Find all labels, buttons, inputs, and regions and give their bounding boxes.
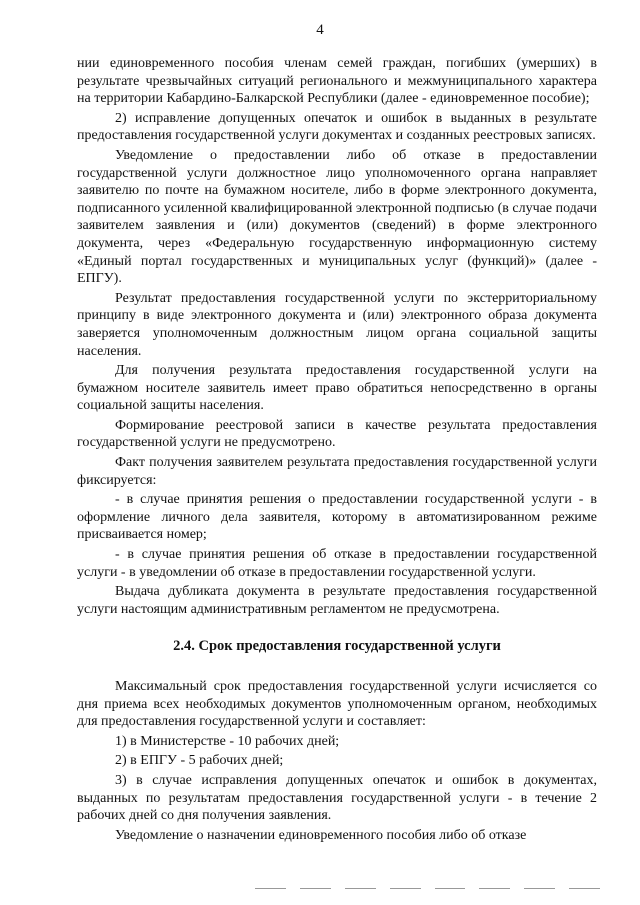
page-number: 4 [316, 22, 324, 38]
footer-scan-artifact [255, 888, 600, 892]
paragraph: Уведомление о назначении единовременного пособия либо об отказе [115, 827, 527, 843]
paragraph: 2) в ЕПГУ - 5 рабочих дней; [115, 753, 284, 769]
text-block-top [77, 55, 597, 618]
paragraph: Выдача дубликата документа в результате предоставления государственной услуги настоящим административным регламентом не предусмотрена. [77, 584, 597, 617]
paragraph: Формирование реестровой записи в качестве результата предоставления государственной услуги не предусмотрено. [77, 417, 597, 451]
paragraph: - в случае принятия решения о предоставлении государственной услуги - в оформление личного дела заявителя, которому в автоматизированном режиме присваивается номер; [77, 492, 597, 543]
paragraph: Факт получения заявителем результата предоставления государственной услуги фиксируется: [77, 455, 597, 488]
paragraph: Для получения результата предоставления государственной услуги на бумажном носителе заявитель имеет право обратиться непосредственно в органы социальной защиты населения. [77, 363, 597, 414]
document-body [77, 55, 597, 844]
section-heading: 2.4. Срок предоставления государственной услуги [173, 638, 501, 655]
paragraph: 2) исправление допущенных опечаток и ошибок в выданных в результате предоставления государственной услуги документах и созданных реестровых записях. [77, 110, 597, 144]
paragraph: 1) в Министерстве - 10 рабочих дней; [115, 733, 340, 749]
paragraph: Максимальный срок предоставления государственной услуги исчисляется со дня приема всех необходимых документов уполномоченным органом, необходимых для предоставления государственной услуги и составляет: [77, 679, 597, 730]
text-block-bottom [77, 678, 597, 844]
paragraph: Результат предоставления государственной услуги по экстерриториальному принципу в виде электронного документа и (или) электронного образа документа заверяется уполномоченным должностным лицом органа социальной защиты населения. [77, 290, 597, 359]
paragraph: 3) в случае исправления допущенных опечаток и ошибок в документах, выданных по результатам предоставления государственной услуги - в течение 2 рабочих дней со дня получения заявления. [77, 772, 597, 824]
paragraph: - в случае принятия решения об отказе в предоставлении государственной услуги - в уведомлении об отказе в предоставлении государственной услуги. [77, 547, 597, 580]
paragraph: Уведомление о предоставлении либо об отказе в предоставлении государственной услуги должностное лицо уполномоченного органа направляет заявителю по почте на бумажном носителе, либо в форме электронного документа, подписанного усиленной квалифицированной электронной подписью (в случае подачи заявителем заявления и (или) документов (сведений) в форме электронного документа, через «Федеральную государственную информационную систему «Единый портал государственных и муниципальных услуг (функций)» (далее - ЕПГУ). [77, 147, 597, 287]
paragraph: нии единовременного пособия членам семей граждан, погибших (умерших) в результате чрезвычайных ситуаций регионального и межмуниципального характера на территории Кабардино-Балкарской Республики (далее - единовременное пособие); [77, 56, 597, 107]
